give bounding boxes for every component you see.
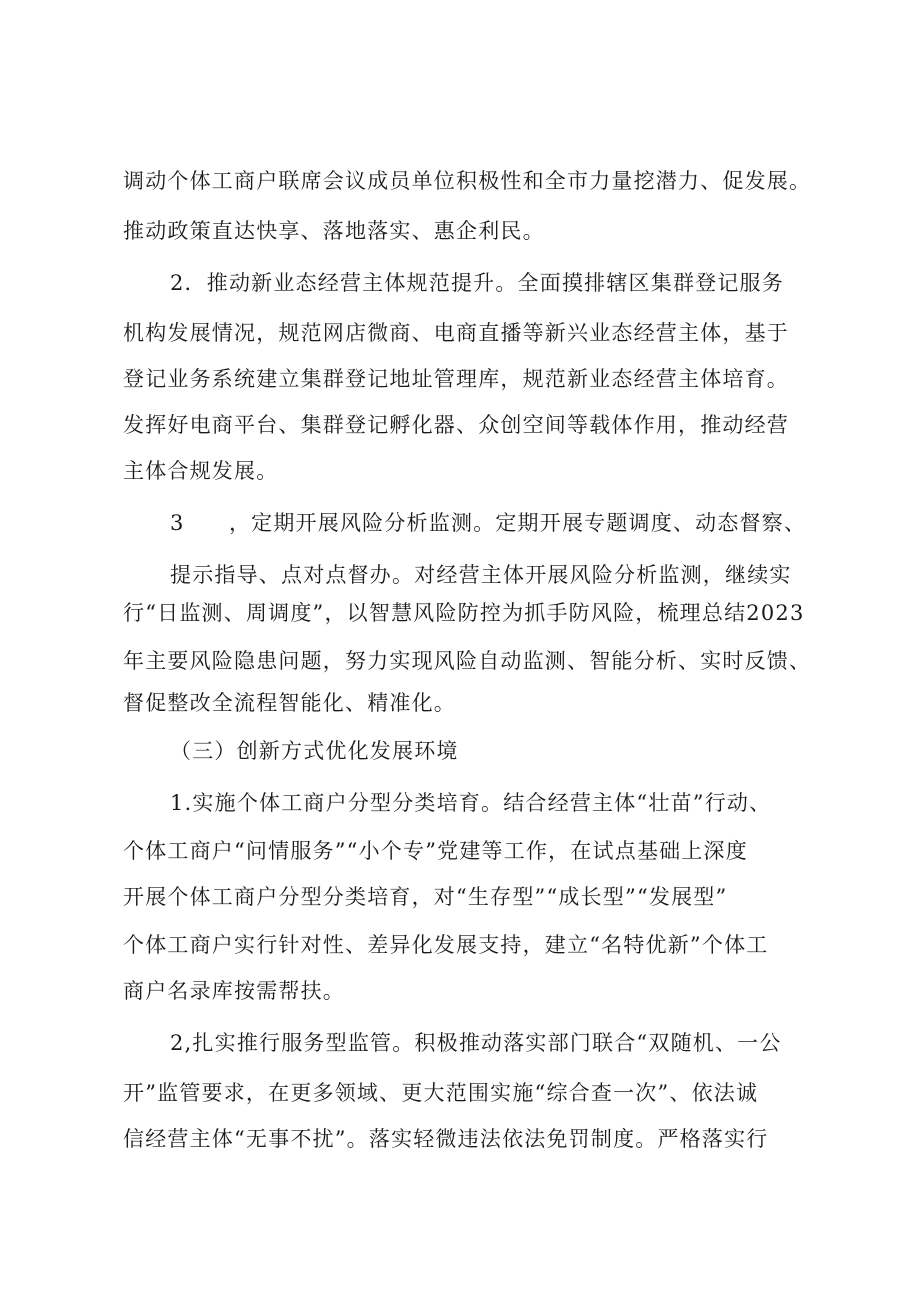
text-line: 提示指导、点对点督办。对经营主体开展风险分析监测，继续实 (170, 563, 792, 587)
text-line: 调动个体工商户联席会议成员单位积极性和全市力量挖潜力、促发展。 (123, 169, 812, 193)
section-heading: （三）创新方式优化发展环境 (170, 739, 459, 763)
text-line: 商户名录库按需帮扶。 (123, 979, 345, 1003)
text-line: 2,扎实推行服务型监管。积极推动落实部门联合“双随机、一公 (170, 1031, 782, 1055)
text-line: 年主要风险隐患问题，努力实现风险自动监测、智能分析、实时反馈、 (123, 649, 812, 673)
text-line: 3 ，定期开展风险分析监测。定期开展专题调度、动态督察、 (170, 511, 807, 535)
text-line: 1.实施个体工商户分型分类培育。结合经营主体“壮苗”行动、 (170, 791, 772, 815)
text-line: 主体合规发展。 (123, 459, 279, 483)
text-line: 督促整改全流程智能化、精准化。 (123, 691, 456, 715)
text-line: 个体工商户“问情服务”“小个专”党建等工作，在试点基础上深度 (123, 839, 748, 863)
text-line: 推动政策直达快享、落地落实、惠企利民。 (123, 219, 545, 243)
text-line: 机构发展情况，规范网店微商、电商直播等新兴业态经营主体，基于 (123, 321, 789, 345)
text-line: 个体工商户实行针对性、差异化发展支持，建立“名特优新”个体工 (123, 933, 769, 957)
text-line: 开展个体工商户分型分类培育，对“生存型”“成长型”“发展型” (123, 885, 728, 909)
text-line: 信经营主体“无事不扰”。落实轻微违法依法免罚制度。严格落实行 (123, 1127, 769, 1151)
text-line: 登记业务系统建立集群登记地址管理库，规范新业态经营主体培育。 (123, 367, 789, 391)
text-line: 2．推动新业态经营主体规范提升。全面摸排辖区集群登记服务 (170, 271, 784, 295)
text-line: 发挥好电商平台、集群登记孵化器、众创空间等载体作用，推动经营 (123, 413, 789, 437)
text-line: 行“日监测、周调度”，以智慧风险防控为抓手防风险，梳理总结2023 (123, 601, 805, 625)
text-line: 开”监管要求，在更多领域、更大范围实施“综合查一次”、依法诚 (123, 1081, 759, 1105)
